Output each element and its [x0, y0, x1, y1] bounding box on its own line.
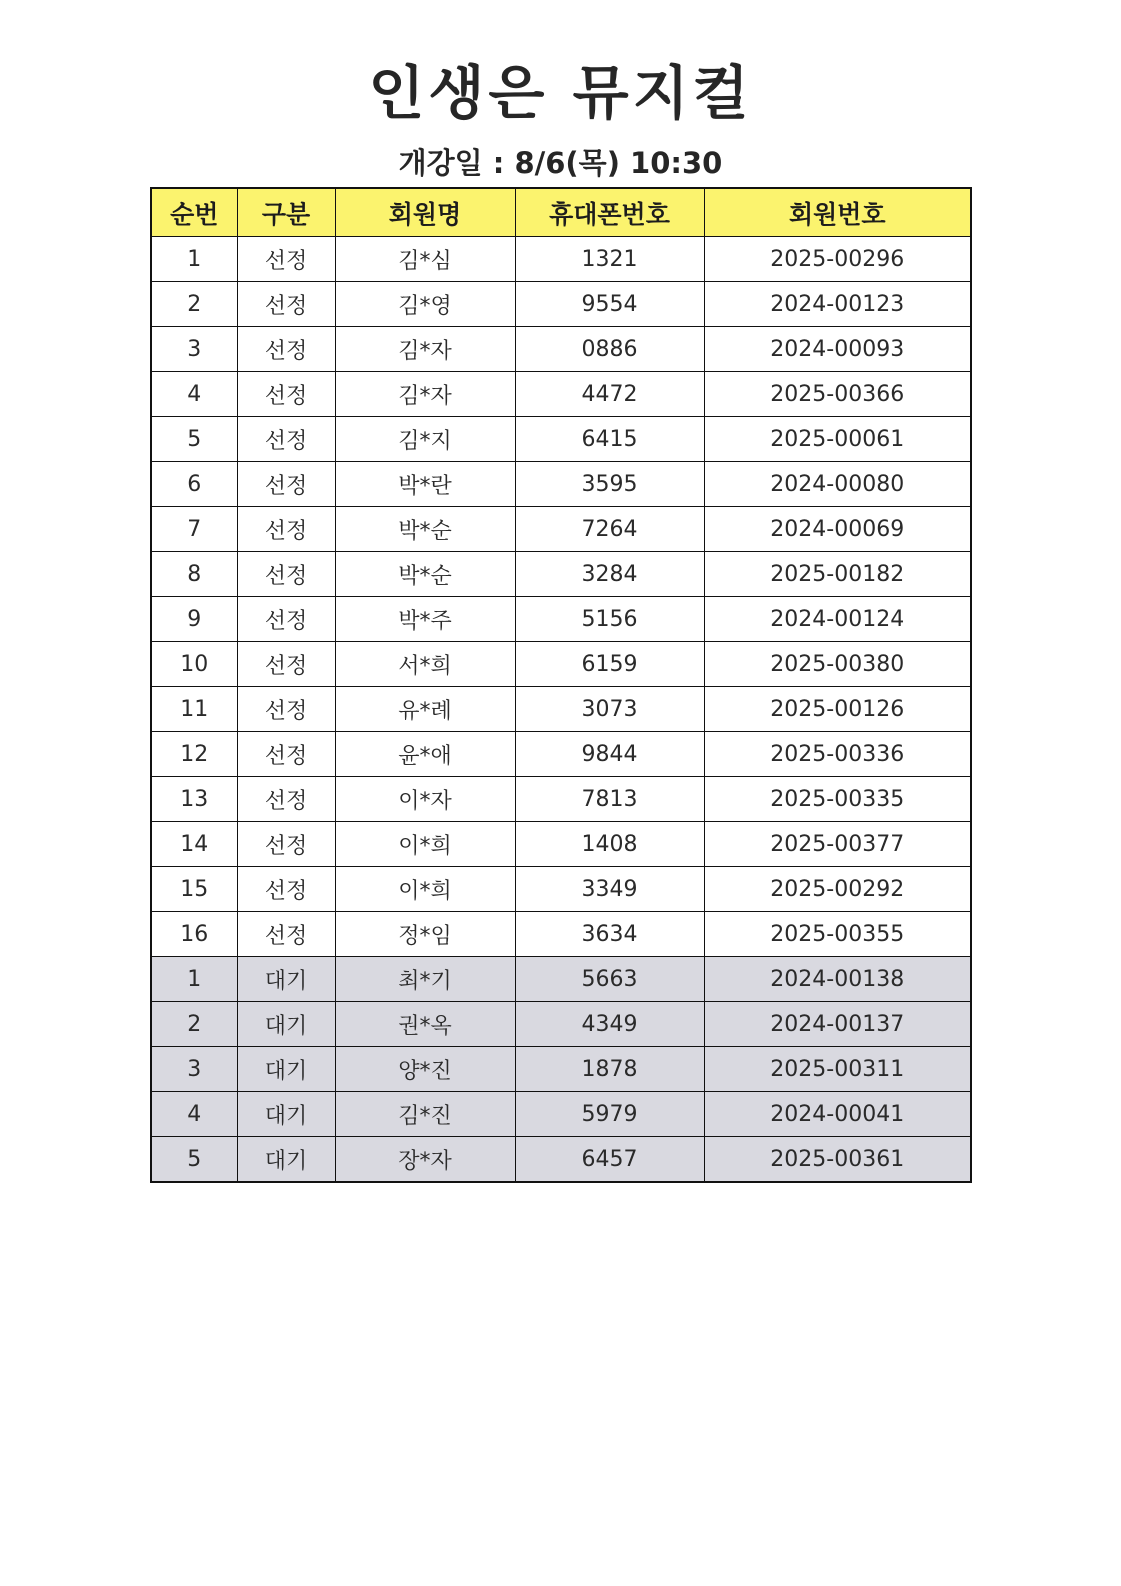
cell-no: 5: [151, 417, 237, 462]
cell-name: 이*희: [335, 867, 515, 912]
cell-name: 김*심: [335, 237, 515, 282]
cell-type: 선정: [237, 552, 335, 597]
cell-no: 2: [151, 282, 237, 327]
cell-no: 12: [151, 732, 237, 777]
table-row: [151, 777, 971, 822]
cell-member-id: 2024-00093: [704, 327, 971, 372]
table-row: [151, 597, 971, 642]
cell-phone: 5156: [515, 597, 704, 642]
cell-type: 선정: [237, 867, 335, 912]
cell-phone: 3284: [515, 552, 704, 597]
table-row: [151, 507, 971, 552]
cell-type: 선정: [237, 417, 335, 462]
cell-member-id: 2024-00138: [704, 957, 971, 1002]
cell-no: 2: [151, 1002, 237, 1047]
cell-type: 선정: [237, 732, 335, 777]
cell-name: 김*자: [335, 372, 515, 417]
cell-type: 대기: [237, 1137, 335, 1183]
cell-type: 선정: [237, 282, 335, 327]
cell-type: 선정: [237, 237, 335, 282]
cell-type: 선정: [237, 597, 335, 642]
table-row: [151, 732, 971, 777]
cell-no: 3: [151, 327, 237, 372]
cell-name: 서*희: [335, 642, 515, 687]
cell-name: 최*기: [335, 957, 515, 1002]
cell-type: 대기: [237, 957, 335, 1002]
cell-no: 6: [151, 462, 237, 507]
cell-phone: 0886: [515, 327, 704, 372]
cell-member-id: 2025-00061: [704, 417, 971, 462]
table-row: [151, 282, 971, 327]
cell-phone: 4349: [515, 1002, 704, 1047]
table-row-waitlist: [151, 1047, 971, 1092]
table-row-waitlist: [151, 1002, 971, 1047]
cell-no: 5: [151, 1137, 237, 1183]
cell-type: 선정: [237, 327, 335, 372]
cell-name: 박*순: [335, 552, 515, 597]
cell-name: 김*지: [335, 417, 515, 462]
cell-name: 윤*애: [335, 732, 515, 777]
cell-no: 8: [151, 552, 237, 597]
cell-phone: 6415: [515, 417, 704, 462]
header-type: 구분: [237, 188, 335, 237]
cell-phone: 5979: [515, 1092, 704, 1137]
cell-type: 선정: [237, 822, 335, 867]
cell-member-id: 2025-00377: [704, 822, 971, 867]
table-row: [151, 822, 971, 867]
cell-member-id: 2025-00361: [704, 1137, 971, 1183]
cell-type: 선정: [237, 777, 335, 822]
cell-type: 선정: [237, 462, 335, 507]
table-header-row: [151, 188, 971, 237]
cell-member-id: 2024-00137: [704, 1002, 971, 1047]
cell-type: 대기: [237, 1002, 335, 1047]
cell-name: 김*영: [335, 282, 515, 327]
header-member-id: 회원번호: [704, 188, 971, 237]
header-phone: 휴대폰번호: [515, 188, 704, 237]
cell-type: 선정: [237, 687, 335, 732]
cell-no: 7: [151, 507, 237, 552]
cell-no: 14: [151, 822, 237, 867]
cell-member-id: 2025-00366: [704, 372, 971, 417]
header-no: 순번: [151, 188, 237, 237]
cell-phone: 1408: [515, 822, 704, 867]
cell-member-id: 2025-00335: [704, 777, 971, 822]
cell-no: 11: [151, 687, 237, 732]
page-title: 인생은 뮤지컬: [368, 59, 753, 127]
cell-type: 선정: [237, 642, 335, 687]
cell-name: 유*례: [335, 687, 515, 732]
cell-no: 4: [151, 372, 237, 417]
cell-name: 이*자: [335, 777, 515, 822]
cell-member-id: 2025-00126: [704, 687, 971, 732]
table-row: [151, 237, 971, 282]
cell-member-id: 2024-00069: [704, 507, 971, 552]
cell-name: 양*진: [335, 1047, 515, 1092]
cell-phone: 9844: [515, 732, 704, 777]
cell-name: 권*옥: [335, 1002, 515, 1047]
cell-phone: 3634: [515, 912, 704, 957]
header-name: 회원명: [335, 188, 515, 237]
table-row-waitlist: [151, 957, 971, 1002]
member-roster-table: [150, 187, 972, 1183]
cell-member-id: 2024-00041: [704, 1092, 971, 1137]
cell-name: 박*순: [335, 507, 515, 552]
cell-member-id: 2024-00080: [704, 462, 971, 507]
cell-phone: 3595: [515, 462, 704, 507]
cell-phone: 6159: [515, 642, 704, 687]
cell-type: 선정: [237, 507, 335, 552]
table-row-waitlist: [151, 1092, 971, 1137]
cell-name: 정*임: [335, 912, 515, 957]
cell-no: 1: [151, 237, 237, 282]
cell-phone: 4472: [515, 372, 704, 417]
cell-phone: 1878: [515, 1047, 704, 1092]
cell-member-id: 2024-00123: [704, 282, 971, 327]
class-start-date: 개강일 : 8/6(목) 10:30: [398, 146, 723, 180]
cell-phone: 7264: [515, 507, 704, 552]
cell-phone: 1321: [515, 237, 704, 282]
cell-member-id: 2025-00311: [704, 1047, 971, 1092]
cell-phone: 3073: [515, 687, 704, 732]
cell-name: 김*진: [335, 1092, 515, 1137]
cell-name: 박*주: [335, 597, 515, 642]
table-row: [151, 372, 971, 417]
cell-member-id: 2025-00355: [704, 912, 971, 957]
cell-phone: 7813: [515, 777, 704, 822]
cell-name: 이*희: [335, 822, 515, 867]
cell-no: 4: [151, 1092, 237, 1137]
cell-no: 16: [151, 912, 237, 957]
cell-member-id: 2025-00336: [704, 732, 971, 777]
cell-member-id: 2024-00124: [704, 597, 971, 642]
cell-name: 김*자: [335, 327, 515, 372]
cell-no: 9: [151, 597, 237, 642]
cell-no: 1: [151, 957, 237, 1002]
table-row: [151, 417, 971, 462]
cell-no: 15: [151, 867, 237, 912]
cell-member-id: 2025-00380: [704, 642, 971, 687]
cell-member-id: 2025-00292: [704, 867, 971, 912]
cell-no: 10: [151, 642, 237, 687]
cell-no: 3: [151, 1047, 237, 1092]
cell-type: 대기: [237, 1092, 335, 1137]
table-row-waitlist: [151, 1137, 971, 1183]
cell-type: 대기: [237, 1047, 335, 1092]
cell-member-id: 2025-00296: [704, 237, 971, 282]
table-row: [151, 462, 971, 507]
cell-member-id: 2025-00182: [704, 552, 971, 597]
cell-phone: 9554: [515, 282, 704, 327]
cell-name: 박*란: [335, 462, 515, 507]
cell-type: 선정: [237, 372, 335, 417]
cell-phone: 6457: [515, 1137, 704, 1183]
table-row: [151, 642, 971, 687]
cell-phone: 5663: [515, 957, 704, 1002]
cell-phone: 3349: [515, 867, 704, 912]
cell-name: 장*자: [335, 1137, 515, 1183]
table-row: [151, 867, 971, 912]
table-row: [151, 912, 971, 957]
table-row: [151, 327, 971, 372]
table-row: [151, 687, 971, 732]
table-row: [151, 552, 971, 597]
cell-no: 13: [151, 777, 237, 822]
cell-type: 선정: [237, 912, 335, 957]
